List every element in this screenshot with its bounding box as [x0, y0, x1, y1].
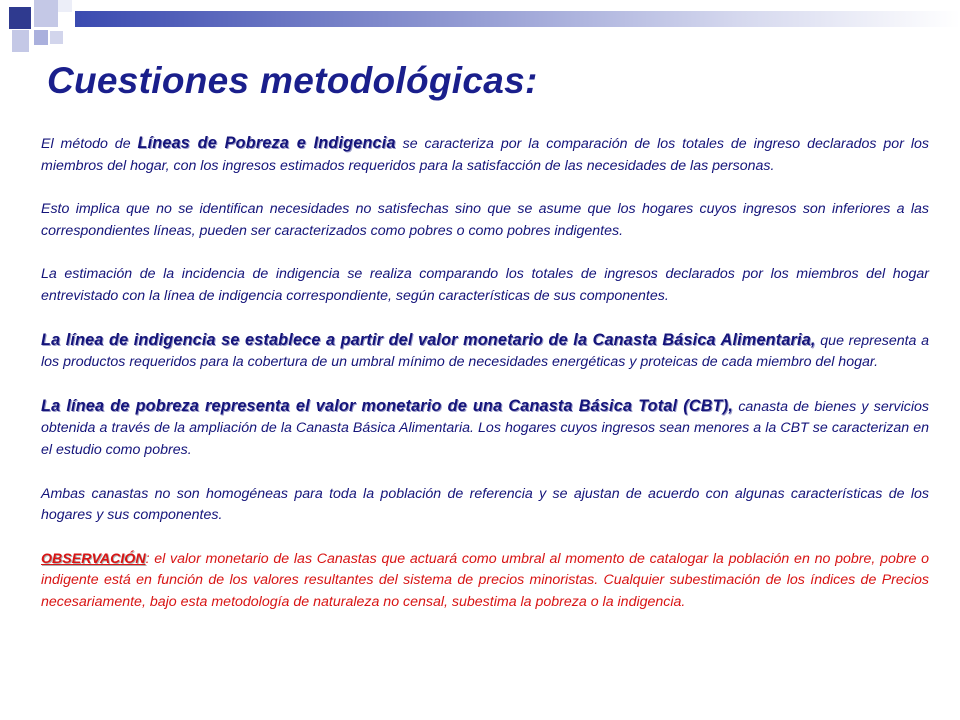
decor-square	[34, 0, 58, 27]
paragraph-method	[41, 133, 929, 177]
decor-square	[50, 31, 63, 44]
paragraph-text: que representa a los productos requeridos para la cobertura de un umbral mínimo de necesidades energéticas y proteicas de cada miembro del hogar.	[41, 332, 929, 371]
decor-square	[12, 30, 29, 52]
paragraph-poverty-line	[41, 396, 929, 462]
decor-square	[9, 7, 31, 29]
slide-body	[41, 133, 929, 614]
paragraph-indigence-line	[41, 330, 929, 374]
paragraph-implication: Esto implica que no se identifican necesidades no satisfechas sino que se asume que los hogares cuyos ingresos son inferiores a las correspondientes líneas, pueden ser caracterizados como pobres o como pobres indigentes.	[41, 201, 929, 239]
observation-text: : el valor monetario de las Canastas que actuará como umbral al momento de catalogar la población en no pobre, pobre o indigente está en función de los valores resultantes del sistema de precios minoristas. Cualquier subestimación de los índices de Precios necesariamente, bajo esta metodología de naturaleza no censal, subestima la pobreza o la indigencia.	[41, 550, 929, 610]
decor-gradient-bar	[75, 11, 960, 27]
decor-square	[58, 0, 72, 12]
paragraph-text: se caracteriza por la comparación de los totales de ingreso declarados por los miembros del hogar, con los ingresos estimados requeridos para la satisfacción de las necesidades de las personas.	[41, 136, 929, 174]
highlight-text: La línea de pobreza representa el valor monetario de una Canasta Básica Total (CBT),	[41, 396, 734, 415]
paragraph-baskets: Ambas canastas no son homogéneas para toda la población de referencia y se ajustan de acuerdo con algunas características de los hogares y sus componentes.	[41, 485, 929, 524]
decor-square	[34, 30, 48, 45]
paragraph-text: El método de	[41, 136, 138, 152]
highlight-text: La línea de indigencia se establece a partir del valor monetario de la Canasta Básica Alimentaria,	[41, 330, 816, 349]
paragraph-estimation: La estimación de la incidencia de indigencia se realiza comparando los totales de ingresos declarados por los miembros del hogar entrevistado con la línea de indigencia correspondiente, según características de sus componentes.	[41, 266, 929, 304]
paragraph-text: canasta de bienes y servicios obtenida a través de la ampliación de la Canasta Básica Alimentaria. Los hogares cuyos ingresos sean menores a la CBT se caracterizan en el estudio como pobres.	[41, 398, 929, 458]
slide-title: Cuestiones metodológicas:	[47, 60, 538, 101]
highlight-text: Líneas de Pobreza e Indigencia	[137, 134, 396, 152]
observation-label: OBSERVACIÓN	[41, 550, 146, 567]
slide-decoration	[0, 0, 960, 60]
paragraph-observation	[41, 549, 929, 614]
